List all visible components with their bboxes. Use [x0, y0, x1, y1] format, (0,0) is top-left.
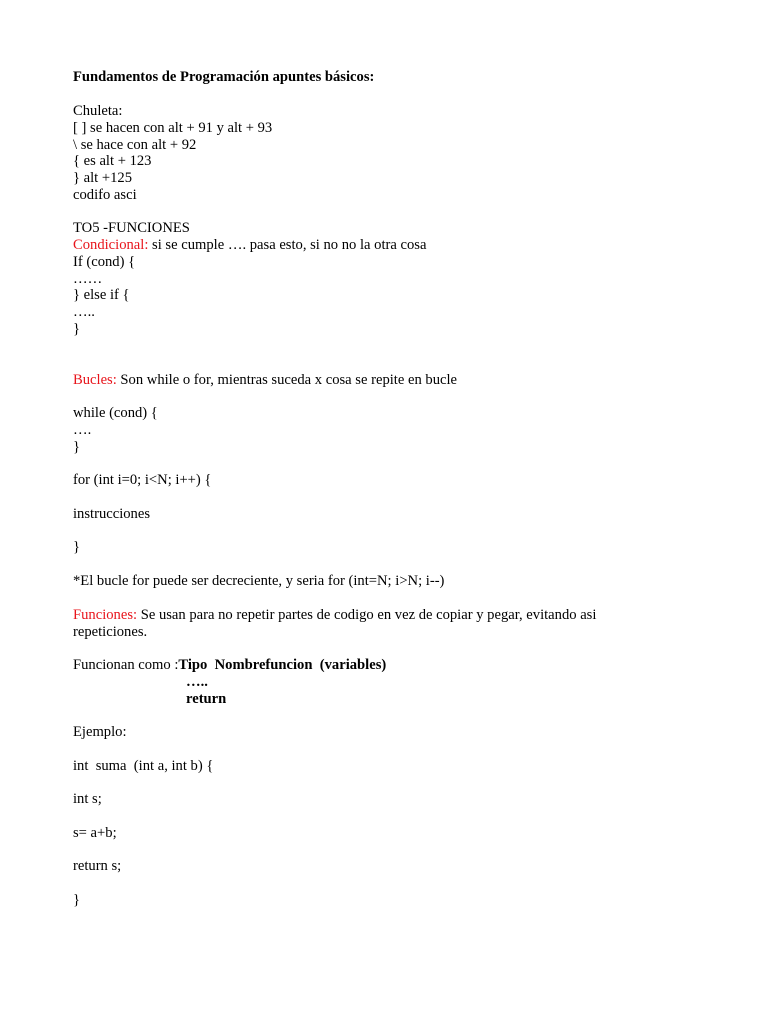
chuleta-line: codifo asci: [73, 187, 137, 203]
code-line: return s;: [73, 858, 122, 874]
code-line: ….: [73, 422, 92, 438]
funciones-paragraph: [73, 607, 596, 624]
chuleta-line: \ se hace con alt + 92: [73, 137, 197, 153]
function-body-dots: …..: [186, 674, 208, 690]
code-line: instrucciones: [73, 506, 151, 522]
code-line: }: [73, 439, 81, 455]
funciones-label: Funciones:: [73, 607, 138, 623]
funcionan-como-label: Funcionan como :: [73, 657, 179, 673]
bucles-note: *El bucle for puede ser decreciente, y seria for (int=N; i>N; i--): [73, 573, 445, 589]
code-line: ……: [73, 271, 103, 287]
chuleta-line: { es alt + 123: [73, 153, 152, 169]
code-line: s= a+b;: [73, 825, 117, 841]
funciones-text: Se usan para no repetir partes de codigo en vez de copiar y pegar, evitando asi: [137, 607, 597, 623]
code-line: } else if {: [73, 287, 130, 303]
code-line: int s;: [73, 791, 102, 807]
condicional-label: Condicional:: [73, 237, 149, 253]
funcionan-como-line: [73, 657, 386, 674]
ejemplo-label: Ejemplo:: [73, 724, 127, 740]
function-signature: Tipo Nombrefuncion (variables): [178, 657, 387, 673]
code-line: }: [73, 539, 81, 555]
code-line: }: [73, 892, 81, 908]
chuleta-line: [ ] se hacen con alt + 91 y alt + 93: [73, 120, 273, 136]
funciones-text-continued: repeticiones.: [73, 624, 148, 640]
chuleta-line: } alt +125: [73, 170, 133, 186]
function-return: return: [186, 691, 227, 707]
bucles-text: Son while o for, mientras suceda x cosa se repite en bucle: [116, 372, 458, 388]
code-line: for (int i=0; i<N; i++) {: [73, 472, 212, 488]
chuleta-heading: Chuleta:: [73, 103, 123, 119]
code-line: If (cond) {: [73, 254, 136, 270]
section-title: TO5 -FUNCIONES: [73, 220, 190, 236]
code-line: …..: [73, 304, 95, 320]
code-line: }: [73, 321, 81, 337]
condicional-text: si se cumple …. pasa esto, si no no la otra cosa: [148, 237, 427, 253]
code-line: while (cond) {: [73, 405, 158, 421]
code-line: int suma (int a, int b) {: [73, 758, 214, 774]
bucles-label: Bucles:: [73, 372, 117, 388]
document-title: Fundamentos de Programación apuntes básicos:: [73, 69, 375, 85]
bucles-paragraph: [73, 372, 457, 389]
condicional-paragraph: [73, 237, 426, 254]
